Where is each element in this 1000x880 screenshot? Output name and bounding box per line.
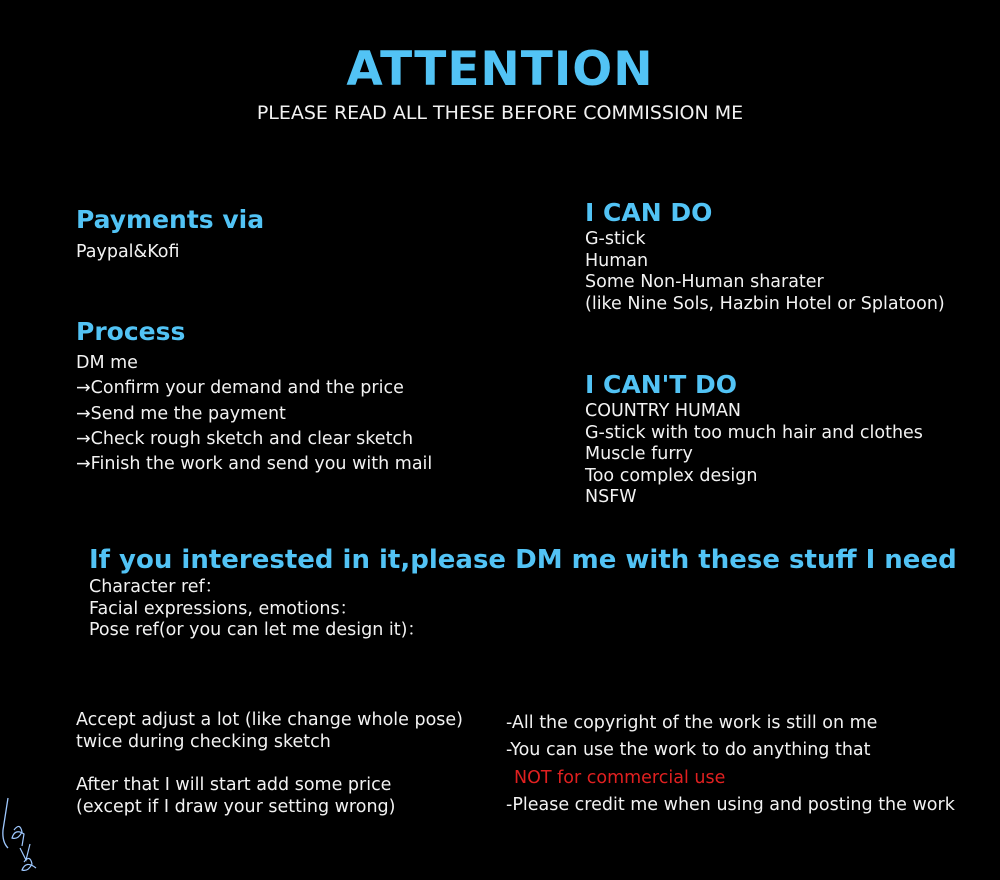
adjustment-note-line: twice during checking sketch [76,731,331,752]
usage-line: -You can use the work to do anything that [506,740,871,761]
cant-do-item: NSFW [585,487,637,508]
required-materials-list [89,577,425,642]
page-title: ATTENTION [346,42,654,97]
process-step: →Check rough sketch and clear sketch [76,428,414,449]
adjustment-note-line: (except if I draw your setting wrong) [76,797,396,818]
payments-heading: Payments via [76,205,265,234]
required-material-item: Pose ref(or you can let me design it)： [89,620,425,641]
can-do-item: G-stick [585,229,646,249]
payments-methods: Paypal&Kofi [76,242,180,262]
copyright-line: -All the copyright of the work is still on me [506,713,878,733]
can-do-list [585,229,945,315]
cant-do-item: COUNTRY HUMAN [585,401,742,421]
process-step: →Confirm your demand and the price [76,378,404,399]
commercial-use-warning: NOT for commercial use [514,767,726,788]
page-subtitle: PLEASE READ ALL THESE BEFORE COMMISSION ME [256,102,744,124]
can-do-item: Human [585,250,649,271]
process-step: DM me [76,353,138,373]
adjustment-note-line: After that I will start add some price [76,775,392,796]
process-heading: Process [76,317,186,346]
adjustment-note-line: Accept adjust a lot (like change whole pose) [76,710,463,730]
adjustment-note-spacer [76,754,463,776]
cant-do-item: Muscle furry [585,444,693,465]
process-steps [76,351,432,477]
credit-line: -Please credit me when using and posting the work [506,794,955,815]
artist-signature [0,790,40,880]
cant-do-item: G-stick with too much hair and clothes [585,422,923,443]
cant-do-item: Too complex design [585,465,758,486]
can-do-heading: I CAN DO [585,198,713,227]
interest-heading: If you interested in it,please DM me with these stuff I need [89,545,957,575]
process-step: →Send me the payment [76,403,286,424]
cant-do-list [585,401,923,509]
can-do-item: (like Nine Sols, Hazbin Hotel or Splatoon) [585,293,945,314]
copyright-notes [506,710,955,819]
can-do-item: Some Non-Human sharater [585,272,824,293]
process-step: →Finish the work and send you with mail [76,454,433,475]
required-material-item: Character ref： [89,577,223,597]
adjustment-notes [76,710,463,819]
required-material-item: Facial expressions, emotions： [89,598,358,619]
cant-do-heading: I CAN'T DO [585,370,738,399]
